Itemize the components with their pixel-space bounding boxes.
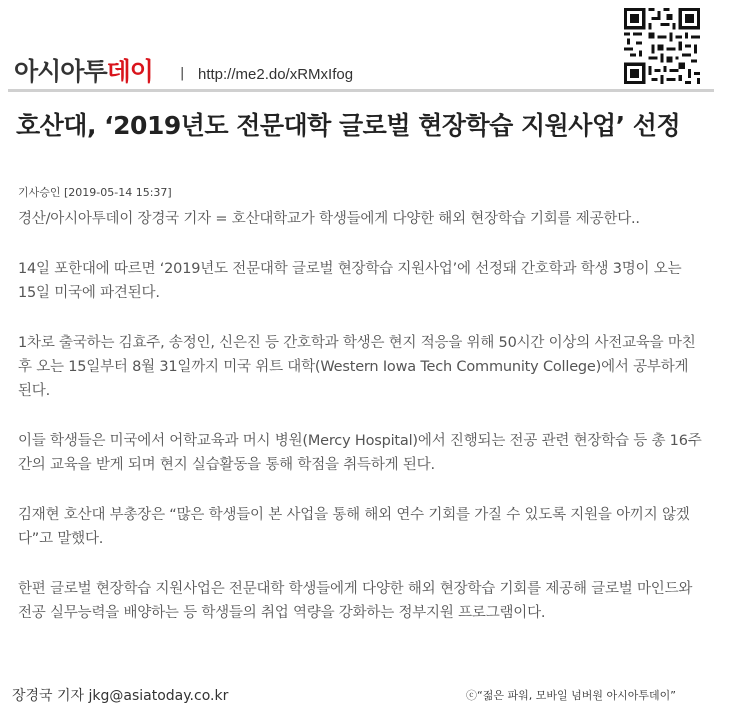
- article-paragraph: 한편 글로벌 현장학습 지원사업은 전문대학 학생들에게 다양한 해외 현장학습 기회를 제공해 글로벌 마인드와 전공 실무능력을 배양하는 등 학생들의 취업 역량을 강화하는 정부지원 프로그램이다.: [18, 581, 693, 621]
- article-date: 기사승인 [2019-05-14 15:37]: [18, 186, 172, 199]
- site-header: [0, 0, 734, 90]
- article-paragraph: 김재현 호산대 부총장은 “많은 학생들이 본 사업을 통해 해외 연수 기회를 가질 수 있도록 지원을 아끼지 않겠다”고 말했다.: [18, 507, 690, 547]
- article-paragraph: 1차로 출국하는 김효주, 송정인, 신은진 등 간호학과 학생은 현지 적응을 위해 50시간 이상의 사전교육을 마친 후 오는 15일부터 8월 31일까지 미국 위트 대학(Western Iowa Tech Community College)에서 공부하게 된다.: [18, 335, 696, 399]
- short-url-link[interactable]: http://me2.do/xRMxIfog: [198, 66, 354, 83]
- article-paragraph: 14일 포한대에 따르면 ‘2019년도 전문대학 글로벌 현장학습 지원사업’에 선정돼 간호학과 학생 3명이 오는 15일 미국에 파견된다.: [18, 261, 682, 301]
- header-divider: [8, 89, 714, 92]
- article-paragraph: 경산/아시아투데이 장경국 기자 = 호산대학교가 학생들에게 다양한 해외 현장학습 기회를 제공한다..: [18, 211, 640, 227]
- reporter-byline: 장경국 기자 jkg@asiatoday.co.kr: [12, 688, 229, 704]
- article-body: [18, 207, 702, 651]
- url-separator: |: [180, 66, 185, 81]
- article-paragraph: 이들 학생들은 미국에서 어학교육과 머시 병원(Mercy Hospital)에서 진행되는 전공 관련 현장학습 등 총 16주간의 교육을 받게 되며 현지 실습활동을 통해 학점을 취득하게 된다.: [18, 433, 702, 473]
- logo-text-accent: 데이: [106, 57, 153, 86]
- logo-text: 아시아투: [14, 57, 107, 86]
- qr-code-icon: [624, 8, 700, 84]
- article-title: 호산대, ‘2019년도 전문대학 글로벌 현장학습 지원사업’ 선정: [16, 111, 681, 140]
- site-logo[interactable]: [14, 52, 153, 88]
- copyright-notice: ⓒ“젊은 파워, 모바일 넘버원 아시아투데이”: [466, 689, 676, 702]
